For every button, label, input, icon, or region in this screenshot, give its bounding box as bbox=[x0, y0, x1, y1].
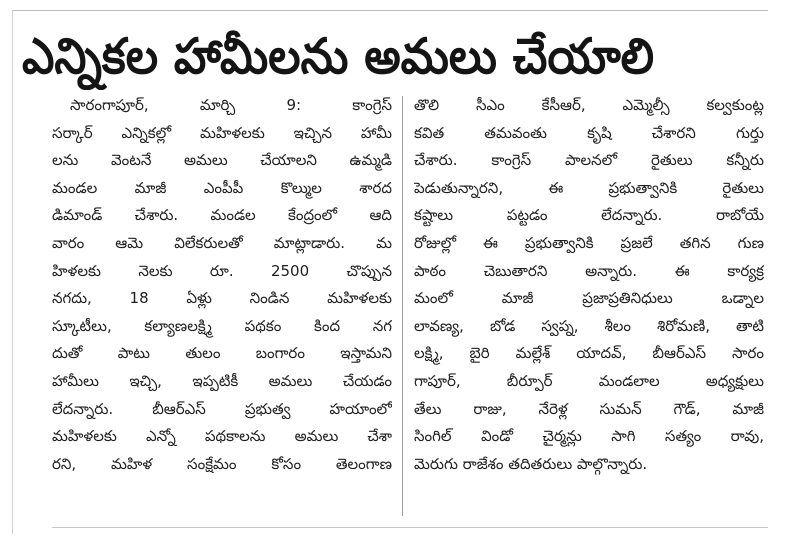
article-line: మెరుగు రాజేశం తదితరులు పాల్గొన్నారు. bbox=[414, 454, 648, 473]
article-line: కష్టాలు పట్టడం లేదన్నారు. రాబోయే bbox=[414, 206, 764, 225]
clipping-top-rule bbox=[12, 10, 768, 11]
article-line: లను వెంటనే అమలు చేయాలని ఉమ్మడి bbox=[52, 151, 392, 170]
article-line: సారంగాపూర్, మార్చి 9: కాంగ్రెస్ bbox=[70, 96, 392, 114]
column-divider bbox=[402, 96, 403, 516]
article-line: తొలి సీఎం కేసీఆర్, ఎమ్మెల్సీ కల్వకుంట్ల bbox=[414, 96, 764, 114]
article-line: లేదన్నారు. బీఆర్ఎస్ ప్రభుత్వ హయాంలో bbox=[52, 399, 392, 418]
article-line: రోజుల్లో ఈ ప్రభుత్వానికి ప్రజలే తగిన గుణ bbox=[414, 233, 764, 252]
clipping-bottom-rule bbox=[52, 527, 768, 528]
article-line: కవిత తమవంతు కృషి చేశారని గుర్తు bbox=[414, 123, 764, 142]
article-line: లక్ష్మి, బైరి మల్లేశ్ యాదవ్, బీఆర్ఎస్ సారం bbox=[414, 344, 764, 363]
article-line: పెడుతున్నారని, ఈ ప్రభుత్వానికి రైతులు bbox=[414, 178, 764, 197]
article-line: గాపూర్, బీర్పూర్ మండలాల అధ్యక్షులు bbox=[414, 371, 764, 390]
article-line: సర్కార్ ఎన్నికల్లో మహిళలకు ఇచ్చిన హామీ bbox=[52, 123, 392, 142]
article-line: నగదు, 18 ఏళ్లు నిండిన మహిళలకు bbox=[52, 289, 392, 308]
article-line: తేలు రాజు, నేరెళ్ల సుమన్ గౌడ్, మాజీ bbox=[414, 399, 764, 418]
article-line: పాఠం చెబుతారని అన్నారు. ఈ కార్యక్ర bbox=[414, 261, 764, 280]
article-line: వారం ఆమె విలేకరులతో మాట్లాడారు. మ bbox=[52, 233, 392, 252]
article-line: చేశారు. కాంగ్రెస్ పాలనలో రైతులు కన్నీరు bbox=[414, 151, 764, 170]
article-column-left bbox=[52, 92, 392, 522]
article-column-right bbox=[414, 92, 764, 522]
article-line: హిళలకు నెలకు రూ. 2500 చొప్పున bbox=[52, 261, 392, 280]
article-line: మహిళలకు ఎన్నో పథకాలను అమలు చేశా bbox=[52, 427, 392, 446]
article-line: స్కూటీలు, కల్యాణలక్ష్మి పథకం కింద నగ bbox=[52, 316, 392, 335]
article-line: రని, మహిళ సంక్షేమం కోసం తెలంగాణ bbox=[52, 454, 392, 473]
article-line: దుతో పాటు తులం బంగారం ఇస్తామని bbox=[52, 344, 392, 363]
article-line: హామీలు ఇచ్చి, ఇప్పటికీ అమలు చేయడం bbox=[52, 371, 392, 390]
article-line: మండల మాజీ ఎంపీపీ కొల్ముల శారద bbox=[52, 178, 392, 197]
article-line: లావణ్య, బోడ స్వప్న, శీలం శిరోమణి, తాటి bbox=[414, 316, 764, 335]
article-line: మంలో మాజీ ప్రజాప్రతినిధులు ఒడ్నాల bbox=[414, 289, 764, 308]
article-line: డిమాండ్ చేశారు. మండల కేంద్రంలో ఆది bbox=[52, 206, 392, 225]
article-line: సింగిల్ విండో చైర్మన్లు సాగి సత్యం రావు, bbox=[414, 427, 764, 446]
article-headline: ఎన్నికల హామీలను అమలు చేయాలి bbox=[22, 28, 655, 85]
clipping-left-rule bbox=[12, 10, 13, 534]
